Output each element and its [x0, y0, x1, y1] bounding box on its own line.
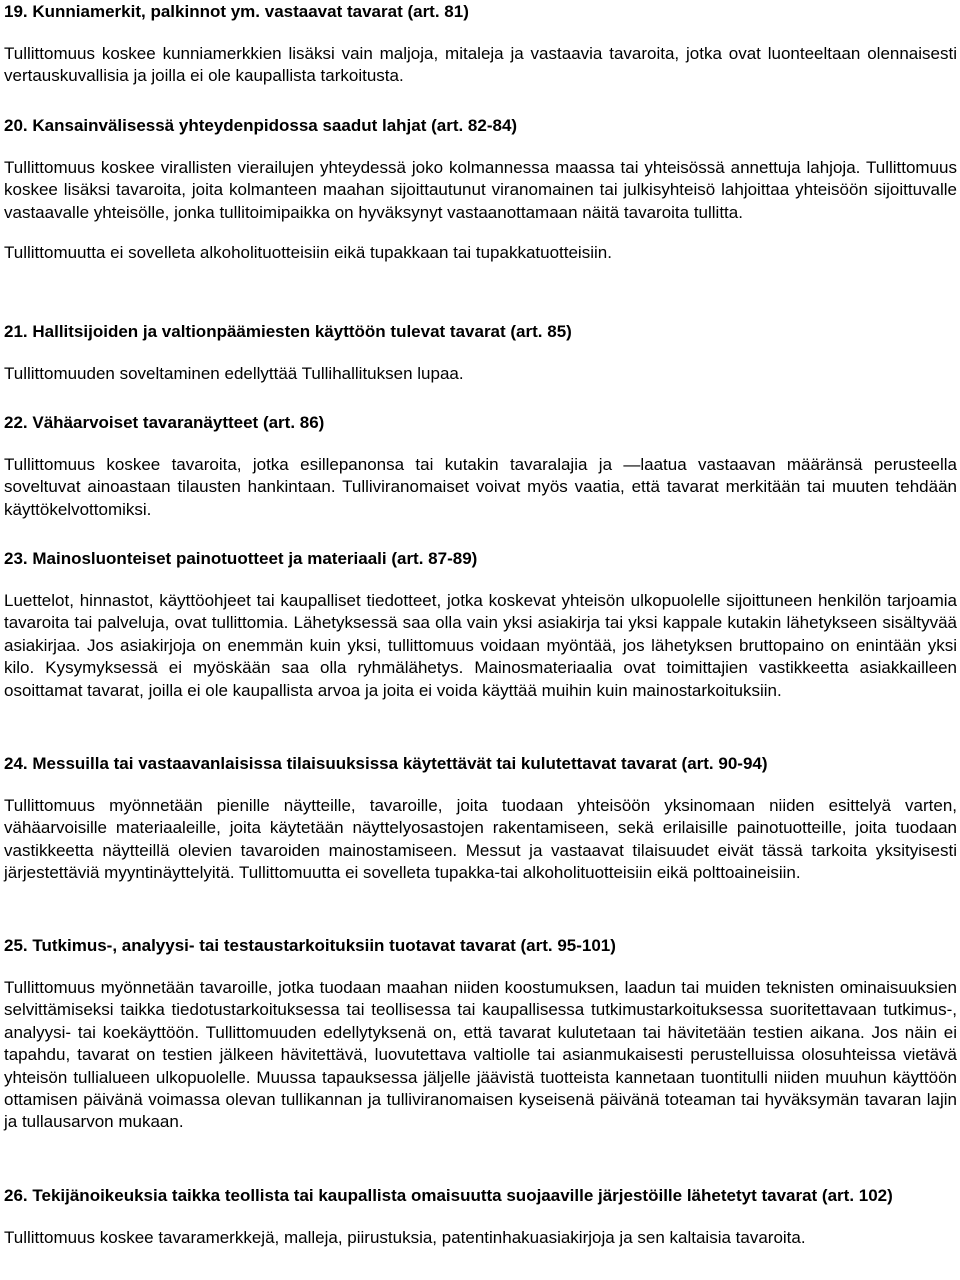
section-number: 26. — [4, 1186, 28, 1205]
section-heading — [4, 752, 957, 775]
section-heading — [4, 320, 957, 343]
section-24 — [4, 752, 957, 885]
section-paragraph: Tullittomuuden soveltaminen edellyttää Tullihallituksen lupaa. — [4, 364, 464, 383]
section-paragraph: Tullittomuus koskee tavaroita, jotka esillepanonsa tai kutakin tavaralajia ja —laatua vastaavan määränsä perusteella soveltuvat ainoastaan tilausten hankintaan. Tulliviranomaiset voivat myös vaatia, että tavarat merkitään tai muuten tehdään käyttökelvottomiksi. — [4, 455, 957, 519]
section-paragraph: Tullittomuus myönnetään pienille näytteille, tavaroille, joita tuodaan yhteisöön yksinomaan niiden esittelyä varten, vähäarvoisille materiaaleille, joita käytetään näyttelyosastojen rakentamiseen, sekä erilaisille painotuotteille, joita tuodaan vastikkeetta näytteillä olevien tavaroiden mainostamiseen. Messut ja vastaavat tilaisuudet eivät tässä tarkoita yksityisesti järjestettäviä myyntinäyttelyitä. Tullittomuutta ei sovelleta tupakka-tai alkoholituotteisiin eikä polttoaineisiin. — [4, 796, 957, 883]
section-paragraph: Luettelot, hinnastot, käyttöohjeet tai kaupalliset tiedotteet, jotka koskevat yhteisön ulkopuolelle sijoittuneen henkilön tarjoamia tavaroita tai palveluja, ovat tullittomia. Lähetyksessä saa olla vain yksi asiakirja tai yksi kappale kutakin lähetykseen sisältyvää asiakirjaa. Jos asiakirjoja on enemmän kuin yksi, tullittomuus voidaan myöntää, jos lähetyksen bruttopaino on enintään yksi kilo. Kysymyksessä ei myöskään saa olla ryhmälähetys. Mainosmateriaalia ovat toimittajien vastikkeetta asiakkailleen osoittamat tavarat, joilla ei ole kaupallista arvoa ja joita ei voida käyttää muihin kuin mainostarkoituksiin. — [4, 591, 957, 700]
section-paragraph: Tullittomuus koskee virallisten vierailujen yhteydessä joko kolmannessa maassa tai yhteisössä annettuja lahjoja. Tullittomuus koskee lisäksi tavaroita, joita kolmanteen maahan sijoittautunut viranomainen tai julkisyhteisö lahjoittaa yhteisöön sijoittuvalle vastaavalle yhteisölle, jonka tullitoimipaikka on hyväksynyt vastaanottamaan näitä tavaroita tullitta. — [4, 158, 957, 222]
section-number: 23. — [4, 549, 28, 568]
section-number: 21. — [4, 322, 28, 341]
section-title: Tekijänoikeuksia taikka teollista tai kaupallista omaisuutta suojaaville järjestöille lähetetyt tavarat (art. 102) — [32, 1186, 893, 1205]
section-title: Messuilla tai vastaavanlaisissa tilaisuuksissa käytettävät tai kulutettavat tavarat (art. 90-94) — [32, 754, 768, 773]
section-heading — [4, 934, 957, 957]
section-20 — [4, 114, 957, 265]
section-title: Vähäarvoiset tavaranäytteet (art. 86) — [32, 413, 325, 432]
section-26 — [4, 1184, 957, 1249]
section-title: Mainosluonteiset painotuotteet ja materiaali (art. 87-89) — [32, 549, 478, 568]
section-paragraph: Tullittomuus koskee kunniamerkkien lisäksi vain maljoja, mitaleja ja vastaavia tavaroita, jotka ovat luonteeltaan olennaisesti vertauskuvallisia ja joilla ei ole kaupallista tarkoitusta. — [4, 44, 957, 86]
section-number: 19. — [4, 2, 28, 21]
section-heading — [4, 547, 957, 570]
section-22 — [4, 411, 957, 521]
section-paragraph: Tullittomuutta ei sovelleta alkoholituotteisiin eikä tupakkaan tai tupakkatuotteisiin. — [4, 243, 612, 263]
section-paragraph: Tullittomuus myönnetään tavaroille, jotka tuodaan maahan niiden koostumuksen, laadun tai muiden teknisten ominaisuuksien selvittämiseksi taikka tiedotustarkoituksessa tai teollisessa tai kaupallisessa tutkimustarkoituksessa suoritettavaan tutkimus-, analyysi- tai koekäyttöön. Tullittomuuden edellytyksenä on, että tavarat kulutetaan tai hävitetään testien aikana. Jos näin ei tapahdu, tavarat on testien jälkeen hävitettävä, luovutettava valtiolle tai asianmukaisesti perustelluissa olosuhteissa vietävä yhteisön tullialueen ulkopuolelle. Muussa tapauksessa jäljelle jäävistä tuotteista kannetaan tuontitulli niiden muuhun käyttöön ottamisen päivänä voimassa olevan tullikannan ja tulliviranomaisen kyseisenä päivänä toteaman tai hyväksymän tavaran lajin ja tullausarvon mukaan. — [4, 978, 957, 1132]
section-title: Tutkimus-, analyysi- tai testaustarkoituksiin tuotavat tavarat (art. 95-101) — [32, 936, 616, 955]
section-title: Kunniamerkit, palkinnot ym. vastaavat tavarat (art. 81) — [32, 2, 469, 21]
section-heading — [4, 114, 957, 137]
section-number: 22. — [4, 413, 28, 432]
section-title: Kansainvälisessä yhteydenpidossa saadut lahjat (art. 82-84) — [32, 116, 518, 135]
section-19 — [4, 0, 957, 88]
section-heading — [4, 411, 957, 434]
section-heading — [4, 1184, 957, 1207]
section-paragraph: Tullittomuus koskee tavaramerkkejä, malleja, piirustuksia, patentinhakuasiakirjoja ja sen kaltaisia tavaroita. — [4, 1228, 806, 1247]
section-23 — [4, 547, 957, 702]
section-25 — [4, 934, 957, 1134]
section-title: Hallitsijoiden ja valtionpäämiesten käyttöön tulevat tavarat (art. 85) — [32, 322, 572, 341]
section-number: 25. — [4, 936, 28, 955]
section-number: 20. — [4, 116, 28, 135]
section-21 — [4, 320, 957, 385]
section-number: 24. — [4, 754, 28, 773]
section-heading — [4, 0, 957, 23]
